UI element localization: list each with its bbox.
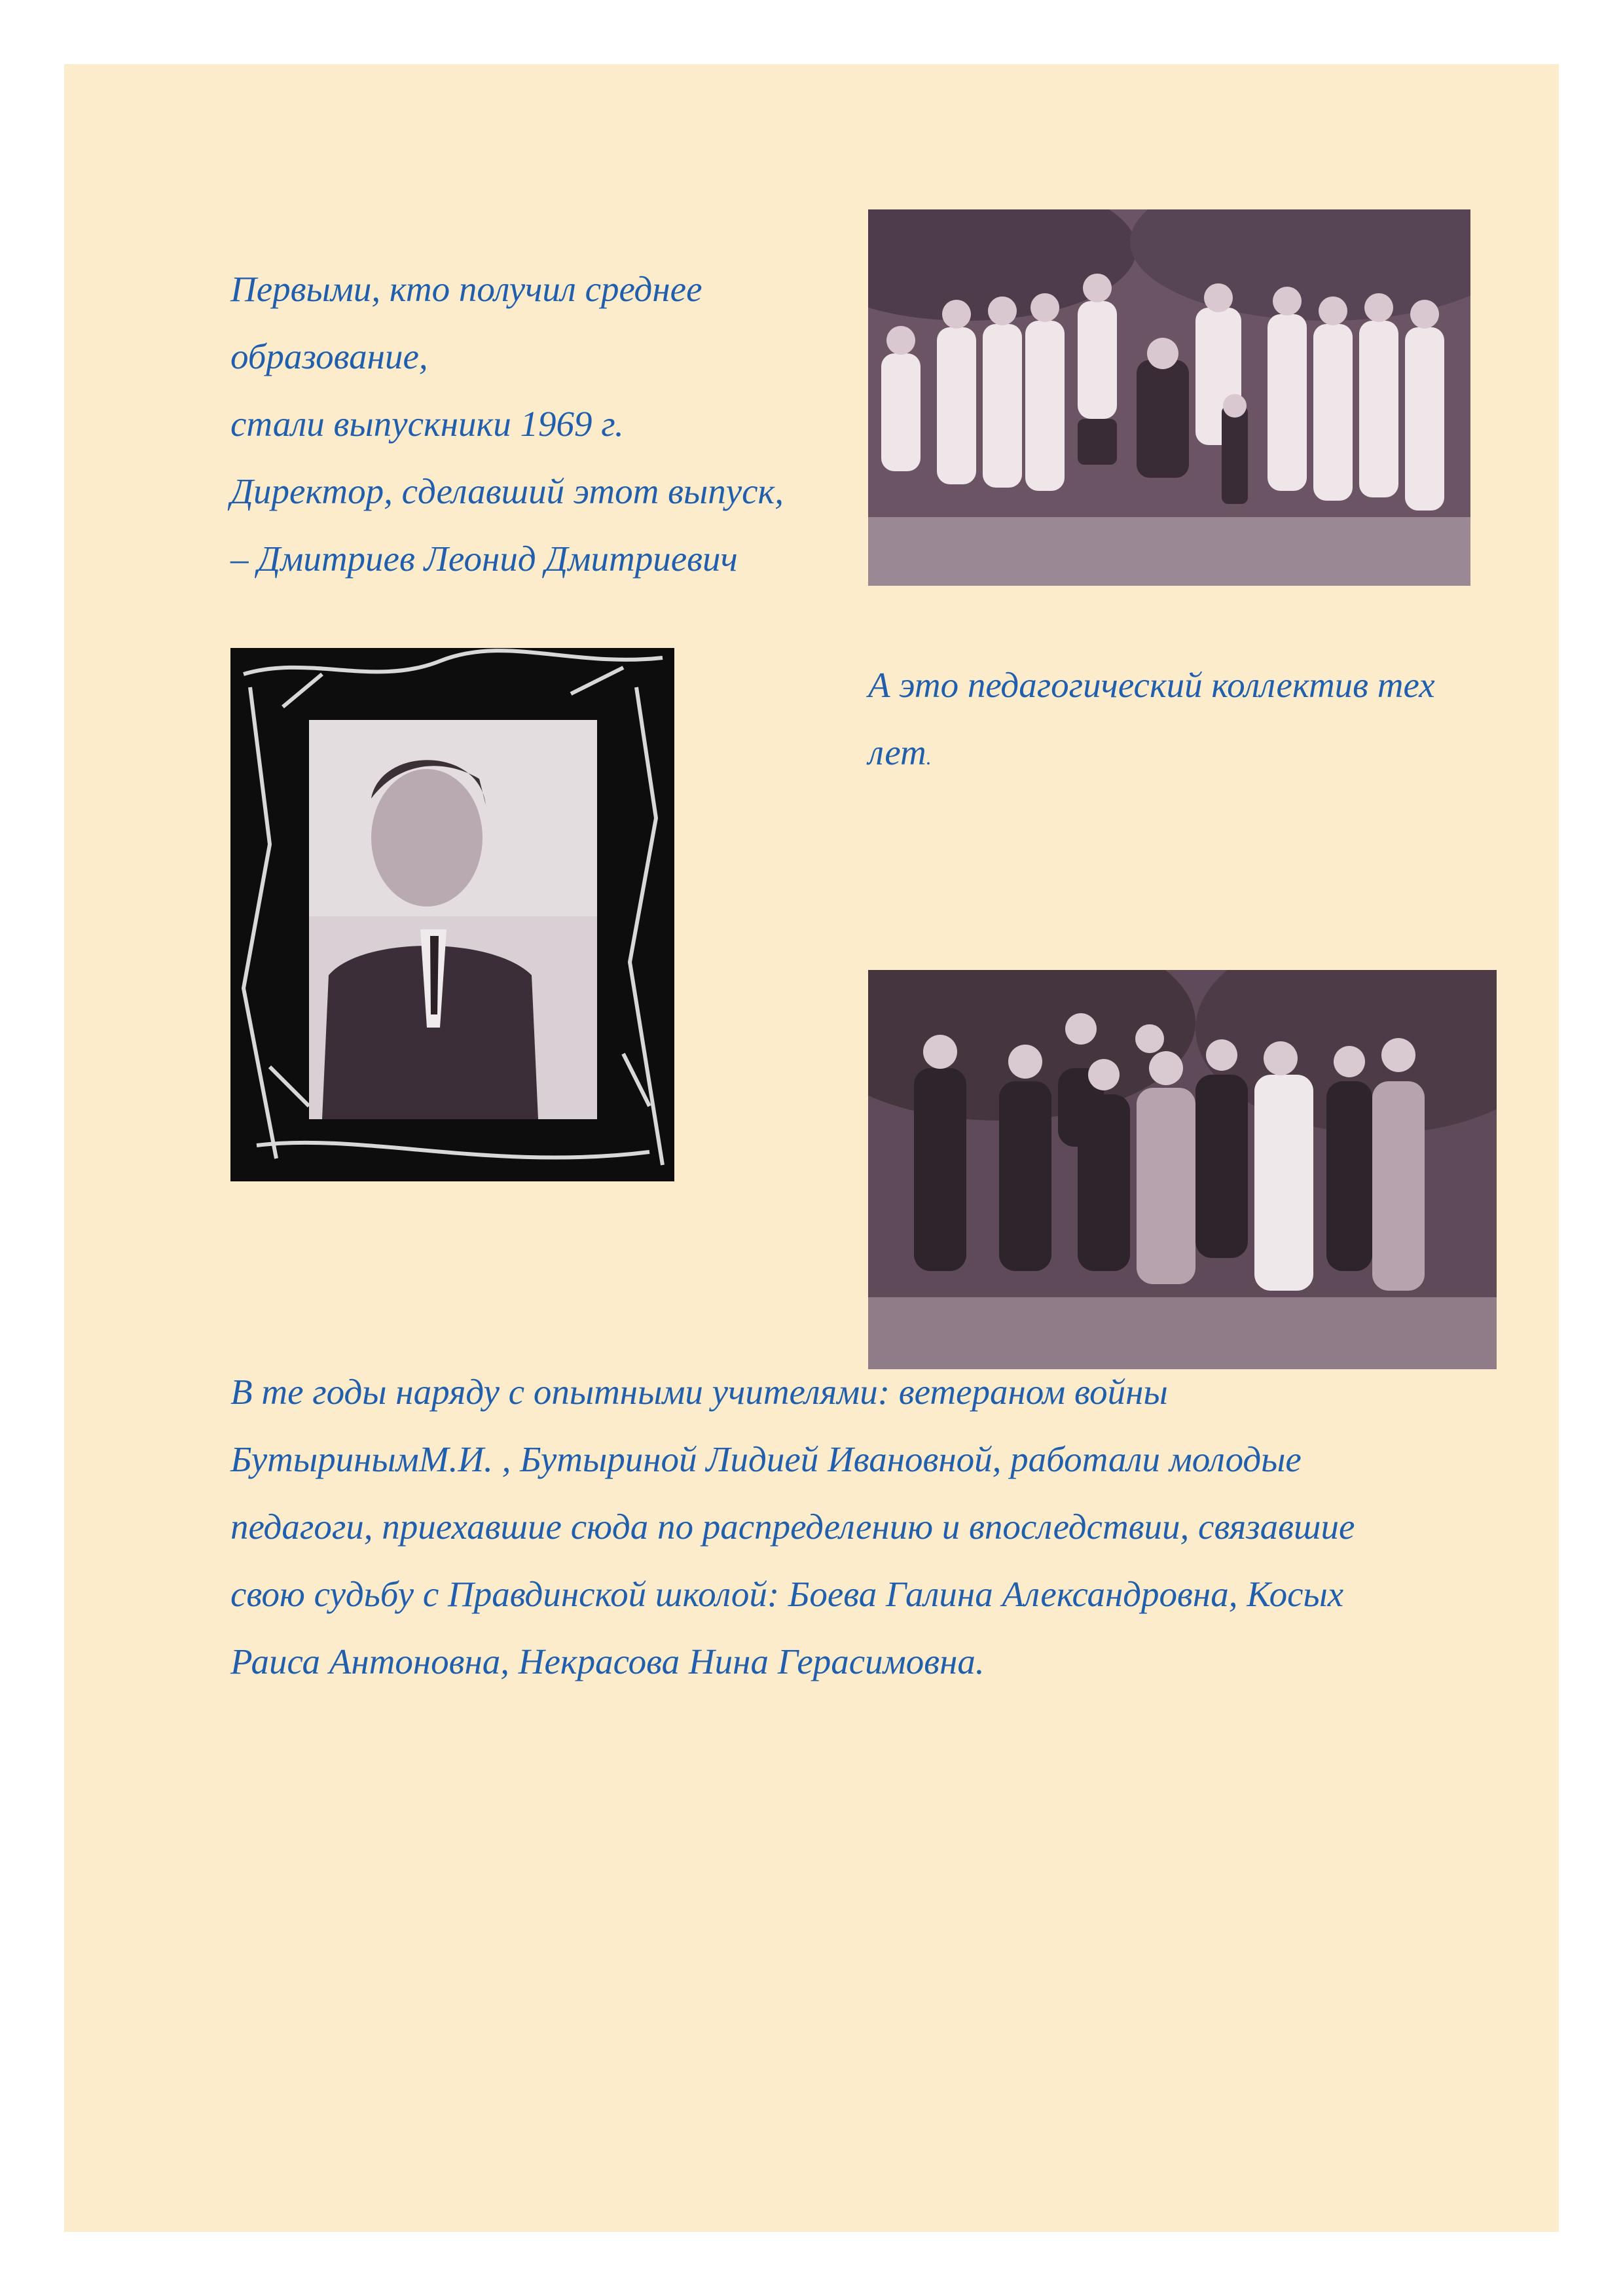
caption-line: А это педагогический коллектив тех: [868, 665, 1435, 705]
intro-line: Первыми, кто получил среднее: [230, 269, 702, 309]
paragraph-line: педагоги, приехавшие сюда по распределению и впоследствии, связавшие: [230, 1507, 1355, 1547]
paragraph-line: свою судьбу с Правдинской школой: Боева Галина Александровна, Косых: [230, 1574, 1344, 1614]
graduates-1969-photo: [868, 209, 1470, 586]
paragraph-line: БутыринымМ.И. , Бутыриной Лидией Ивановной, работали молодые: [230, 1439, 1302, 1479]
intro-line: Директор, сделавший этот выпуск,: [230, 471, 784, 511]
caption-line-text: лет: [868, 732, 926, 772]
caption-dot: .: [926, 745, 932, 769]
intro-line: стали выпускники 1969 г.: [230, 404, 624, 444]
paragraph-line: В те годы наряду с опытными учителями: ветераном войны: [230, 1372, 1168, 1412]
staff-caption: [868, 651, 1497, 791]
bottom-paragraph: [230, 1358, 1474, 1695]
intro-line: – Дмитриев Леонид Дмитриевич: [230, 539, 738, 579]
intro-text: [230, 255, 820, 592]
paragraph-line: Раиса Антоновна, Некрасова Нина Герасимовна.: [230, 1641, 985, 1681]
teaching-staff-photo: [868, 970, 1497, 1369]
caption-line: [868, 719, 1497, 791]
intro-line: образование,: [230, 336, 428, 376]
director-portrait-photo: [230, 648, 674, 1181]
